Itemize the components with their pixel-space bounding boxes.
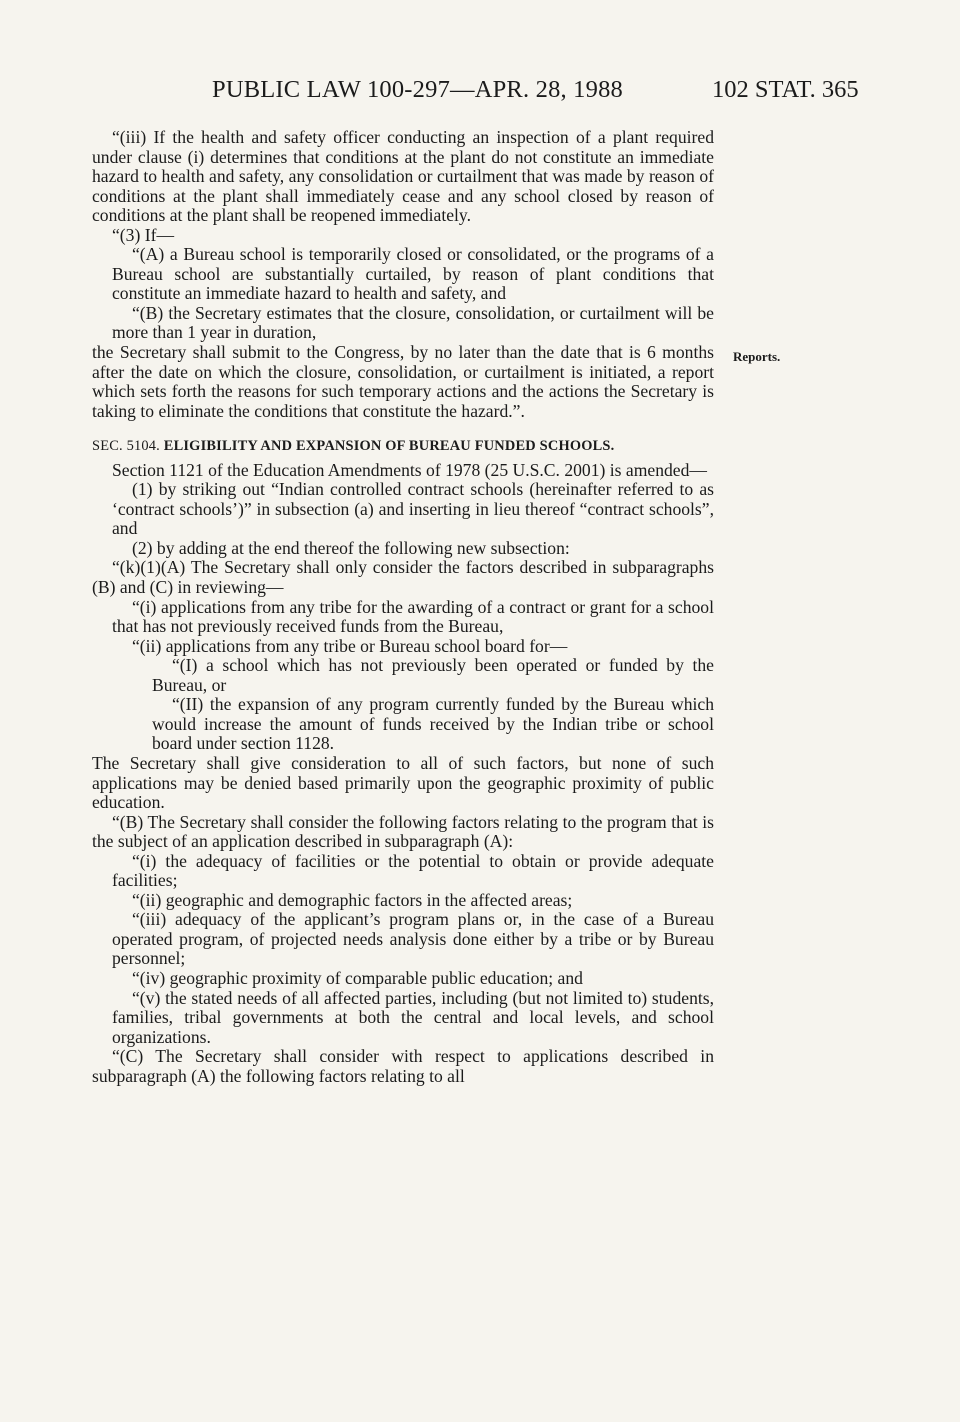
- paragraph-k-B: “(B) The Secretary shall consider the following factors relating to the program that is the subject of an application described in subparagraph (A):: [92, 811, 714, 852]
- paragraph-amend-2: (2) by adding at the end thereof the following new subsection:: [132, 537, 570, 558]
- section-heading: [92, 437, 714, 457]
- paragraph-iii-health-safety: “(iii) If the health and safety officer conducting an inspection of a plant required under clause (i) determines that conditions at the plant do not constitute an immediate hazard to health and safety, any consolidation or curtailment that was made by reason of conditions at the plant shall immediately cease and any school closed by reason of conditions at the plant shall be reopened immediately.: [92, 127, 714, 226]
- paragraph-B-i: “(i) the adequacy of facilities or the potential to obtain or provide adequate facilities;: [112, 850, 714, 891]
- paragraph-B-v: “(v) the stated needs of all affected parties, including (but not limited to) students, families, tribal governments at both the central and local levels, and school organizations.: [112, 987, 714, 1047]
- paragraph-B-ii: “(ii) geographic and demographic factors in the affected areas;: [132, 889, 573, 910]
- paragraph-amend-1: (1) by striking out “Indian controlled contract schools (hereinafter referred to as ‘contract schools’)” in subsection (a) and inserting in lieu thereof “contract schools”, and: [112, 479, 714, 539]
- margin-note-reports: Reports.: [733, 349, 781, 364]
- paragraph-k-ii: “(ii) applications from any tribe or Bureau school board for—: [132, 635, 568, 656]
- stat-page-number: 102 STAT. 365: [712, 76, 859, 103]
- paragraph-consideration: The Secretary shall give consideration to all of such factors, but none of such applications may be denied based primarily upon the geographic proximity of public education.: [92, 752, 714, 813]
- paragraph-k-ii-I: “(I) a school which has not previously been operated or funded by the Bureau, or: [152, 655, 714, 695]
- public-law-title: PUBLIC LAW 100-297—APR. 28, 1988: [212, 76, 623, 103]
- section-title: ELIGIBILITY AND EXPANSION OF BUREAU FUNDED SCHOOLS.: [163, 438, 615, 455]
- paragraph-section-1121: Section 1121 of the Education Amendments of 1978 (25 U.S.C. 2001) is amended—: [112, 459, 708, 480]
- paragraph-report-requirement: the Secretary shall submit to the Congress, by no later than the date that is 6 months after the date on which the closure, consolidation, or curtailment is initiated, a report which sets forth the reasons for such temporary actions and the actions the Secretary is taking to eliminate the conditions that constitute the hazard.”.: [92, 342, 714, 421]
- paragraph-3-if: “(3) If—: [112, 224, 175, 245]
- page-header: [0, 76, 960, 110]
- body-text: [92, 128, 714, 1086]
- paragraph-3-B: “(B) the Secretary estimates that the closure, consolidation, or curtailment will be more than 1 year in duration,: [112, 302, 714, 343]
- paragraph-k-1-A: “(k)(1)(A) The Secretary shall only consider the factors described in subparagraphs (B) and (C) in reviewing—: [92, 557, 714, 598]
- paragraph-k-C: “(C) The Secretary shall consider with respect to applications described in subparagraph (A) the following factors relating to all: [92, 1046, 714, 1086]
- paragraph-B-iii: “(iii) adequacy of the applicant’s program plans or, in the case of a Bureau operated program, of projected needs analysis done either by a tribe or by Bureau personnel;: [112, 909, 714, 969]
- paragraph-k-ii-II: “(II) the expansion of any program currently funded by the Bureau which would increase the amount of funds received by the Indian tribe or school board under section 1128.: [152, 694, 714, 754]
- paragraph-B-iv: “(iv) geographic proximity of comparable public education; and: [132, 967, 583, 988]
- paragraph-3-A: “(A) a Bureau school is temporarily closed or consolidated, or the programs of a Bureau school are substantially curtailed, by reason of plant conditions that constitute an immediate hazard to health and safety, and: [112, 244, 714, 304]
- section-number: SEC. 5104.: [92, 438, 160, 455]
- paragraph-k-i: “(i) applications from any tribe for the awarding of a contract or grant for a school that has not previously received funds from the Bureau,: [112, 596, 714, 637]
